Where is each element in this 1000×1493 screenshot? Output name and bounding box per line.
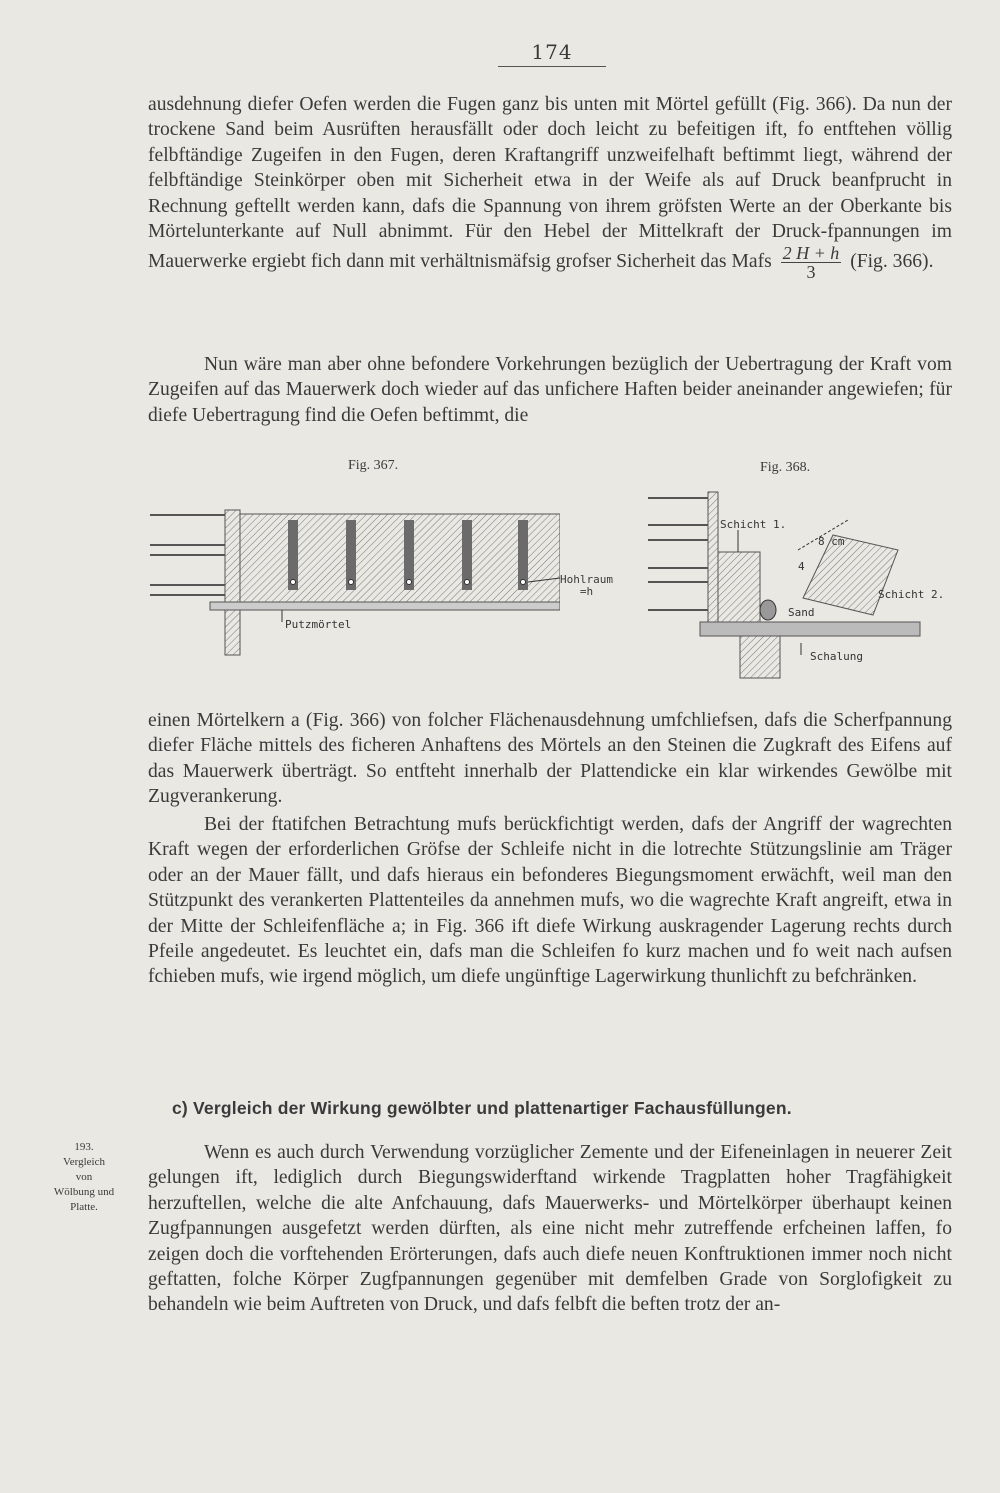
- label-8cm: 8 cm: [818, 535, 845, 548]
- label-sand: Sand: [788, 606, 815, 619]
- figure-368: [648, 490, 958, 685]
- label-schicht-2: Schicht 2.: [878, 588, 945, 601]
- sand: [760, 600, 776, 620]
- fig-368-caption: Fig. 368.: [760, 460, 811, 475]
- margin-note: [34, 1140, 134, 1215]
- formula-numerator: 2 H + h: [782, 243, 840, 264]
- margin-note-line-3: Wölbung und: [53, 1186, 115, 1198]
- section-heading: c) Vergleich der Wirkung gewölbter und plattenartiger Fachausfüllungen.: [172, 1098, 792, 1118]
- paragraph-3-text: einen Mörtelkern a (Fig. 366) von folcher Flächenausdehnung umfchliefsen, dafs die Scherfpannung diefer Fläche mittels des ficheren Anhaftens des Mörtels an den Steinen die Zugkraft des Eifens auf das Mauerwerk überträgt. So entfteht innerhalb der Plattendicke ein klar wirkendes Gewölbe mit Zugverankerung.: [148, 710, 952, 808]
- paragraph-4: [148, 812, 952, 990]
- label-putzmortel: Putzmörtel: [285, 618, 352, 631]
- fig-367-caption: Fig. 367.: [348, 458, 399, 473]
- figure-367: [150, 490, 560, 670]
- margin-note-number: 193.: [74, 1141, 94, 1153]
- paragraph-2: [148, 352, 952, 428]
- paragraph-5-text: Wenn es auch durch Verwendung vorzüglicher Zemente und der Eifeneinlagen in neuerer Zeit gelungen ift, lediglich durch Biegungswiderftand wirkende Tragplatten hoher Tragfähigkeit herzuftellen, welche die alte Anfchauung, dafs Mauerwerks- und Mörtelkörper überhaupt keinen Zugfpannungen ausgefetzt werden dürften, als eine nicht mehr zutreffende erfcheinen laffen, fo zeigen doch die vorftehenden Erörterungen, dafs auch diefe neuen Konftruktionen immer noch nicht geftatten, folche Körper Zugfpannungen gegenüber mit demfelben Grade von Sorglofigkeit zu behandeln wie beim Auftreten von Druck, und dafs felbft die beften trotz der an-: [148, 1142, 952, 1316]
- paragraph-3: [148, 708, 952, 810]
- plaster-layer: [210, 602, 560, 610]
- paragraph-1-tail: (Fig. 366).: [850, 251, 934, 273]
- paragraph-2-text: Nun wäre man aber ohne befondere Vorkehrungen bezüglich der Uebertragung der Kraft vom Zugeifen auf das Mauerwerk doch wieder auf das unfichere Haften beider aneinander angewiefen; für diefe Uebertragung find die Oefen beftimmt, die: [148, 354, 952, 426]
- label-schalung: Schalung: [810, 650, 863, 663]
- margin-note-line-1: Vergleich: [63, 1156, 105, 1168]
- formula-denominator: 3: [806, 262, 816, 283]
- formula: [781, 244, 842, 281]
- paragraph-5: [148, 1140, 952, 1318]
- stone-layer-1: [718, 552, 760, 622]
- label-4: 4: [798, 560, 805, 573]
- margin-note-line-4: Platte.: [70, 1201, 98, 1213]
- page-number: 174: [498, 40, 606, 67]
- label-schicht-1: Schicht 1.: [720, 518, 787, 531]
- paragraph-1: [148, 92, 952, 281]
- hohlraum-h: =h: [579, 585, 594, 598]
- support-post: [740, 636, 780, 678]
- label-hohlraum: [560, 574, 613, 598]
- margin-note-line-2: von: [75, 1171, 93, 1183]
- hohlraum-text: Hohlraum: [560, 573, 613, 586]
- paragraph-4-text: Bei der ftatifchen Betrachtung mufs berückfichtigt werden, dafs der Angriff der wagrechten Kraft wegen der erforderlichen Gröfse der Schleife nicht in die lotrechte Stützungslinie am Träger oder an der Mauer fällt, und dafs hieraus ein befonderes Biegungsmoment erwächft, weil man den Stützpunkt des verankerten Plattenteiles da annehmen mufs, wo die wagrechte Kraft angreift, etwa in der Mitte der Schleifenfläche a; in Fig. 366 ift diefe Wirkung auskragender Lagerung rechts durch Pfeile angedeutet. Es leuchtet ein, dafs man die Schleifen fo kurz machen und fo weit nach aufsen fchieben mufs, wie irgend möglich, um diefe ungünftige Lagerwirkung thunlichft zu befchränken.: [148, 814, 952, 988]
- paragraph-1-text: ausdehnung diefer Oefen werden die Fugen ganz bis unten mit Mörtel gefüllt (Fig. 366). Da nun der trockene Sand beim Ausrüften herausfällt oder doch leicht zu befeitigen ift, fo entftehen völlig felbftändige Zugeifen in den Fugen, deren Kraftangriff unzweifelhaft beftimmt liegt, während der felbftändige Steinkörper oben mit Sicherheit etwa in der Weife als auf Druck beanfprucht in Rechnung geftellt werden kann, dafs die Spannung von ihrem gröfsten Werte an der Oberkante bis Mörtelunterkante auf Null abnimmt. Für den Hebel der Mittelkraft der Druck-fpannungen im Mauerwerke ergiebt fich dann mit verhältnismäfsig grofser Sicherheit das Mafs: [148, 94, 952, 273]
- formwork-board: [700, 622, 920, 636]
- wall-left: [150, 510, 240, 655]
